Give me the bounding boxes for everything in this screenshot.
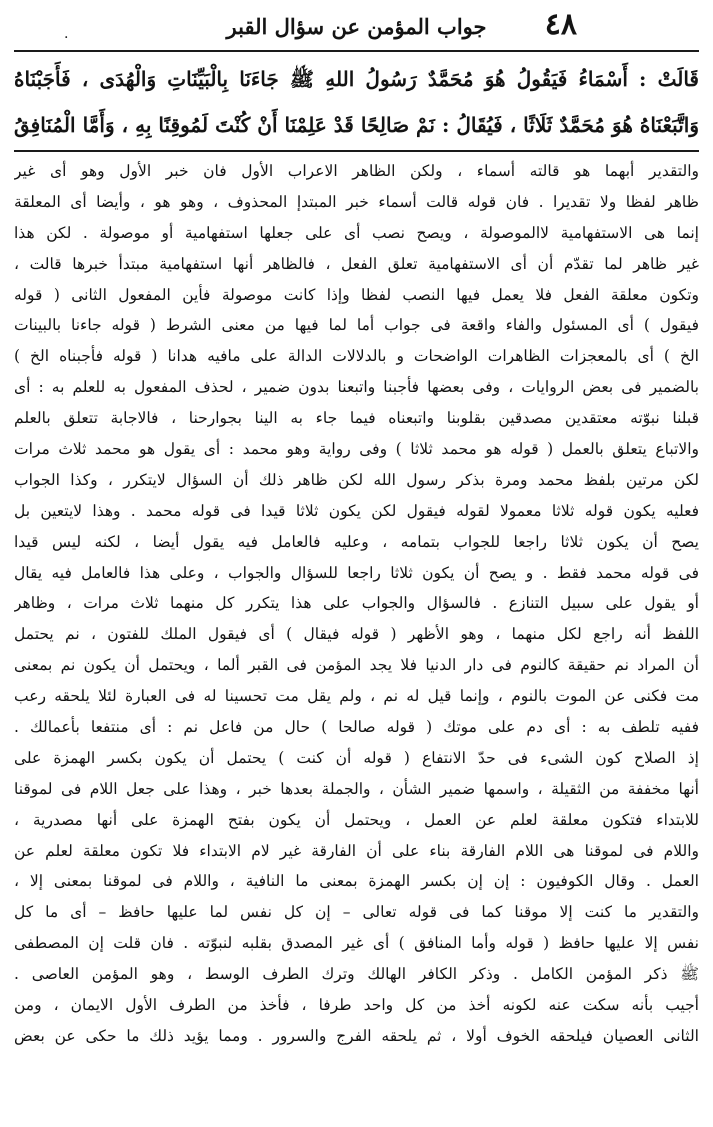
header-mark: . (64, 26, 69, 42)
commentary-text (14, 156, 699, 1116)
commentary-line: ففيه تلطف به : أى دم على موتك ( قوله صالحا ) حال من فاعل نم : أى منتفعا بأعمالك . (14, 718, 699, 737)
commentary-line: الثانى العصيان فيلحقه الخوف أولا ، ثم يلحقه الفرج والسرور . ومما يؤيد ذلك ما حكى عن بعض (14, 1026, 699, 1045)
commentary-line: فيقول ) أى المسئول والفاء واقعة فى جواب أما لما فيها من معنى الشرط ( قوله جاءنا بالبينات (14, 316, 699, 335)
page-header (16, 6, 697, 46)
commentary-line: اللفظ أنه راجع لكل منهما ، وهو الأظهر ( قوله فيقال ) أى فيقول الملك للفتون ، نم يحتمل (14, 625, 699, 644)
commentary-line: وتكون معلقة الفعل فلا يعمل فيها النصب لفظا وإذا كانت موصولة فأين المفعول الثانى ( قوله (14, 285, 699, 304)
page-number: ٤٨ (544, 7, 577, 42)
commentary-line: أن المراد نم حقيقة كالنوم فى دار الدنيا فلا يجد المؤمن فى القبر ألما ، ويحتمل أن يكون نم بمعنى (14, 656, 699, 675)
commentary-line: نفس إلا عليها حافظ ( قوله وأما المنافق ) أى غير المصدق بقلبه لنبوّته . فان قلت إن المصطفى (14, 934, 699, 953)
commentary-line: واللام فى لموقنا هى اللام الفارقة بناء على أن الفارقة غير لام الابتداء فلا تكون معلقة لعلم عن (14, 841, 699, 860)
commentary-line: مت فكنى عن الموت بالنوم ، وإنما قيل له نم ، ولم يقل مت تحسينا له فى العبارة لئلا يلحقه رعب (14, 687, 699, 706)
commentary-line: أنها مخففة من الثقيلة ، واسمها ضمير الشأن ، والجملة بعدها خبر ، وهذا على جعل اللام فى لموقنا (14, 779, 699, 798)
commentary-line: فى قوله محمد فقط . و يصح أن يكون ثلاثا راجعا للسؤال والجواب ، وعلى هذا فالعامل فيه يقال (14, 563, 699, 582)
matn-line: قَالَتْ : أَسْمَاءُ فَيَقُولُ هُوَ مُحَمَّدٌ رَسُولُ اللهِ ﷺ جَاءَنَا بِالْبَيِّنَاتِ وَالْهُدَى ، فَأَجَبْنَاهُ (14, 67, 699, 91)
matn-line: وَاتَّبَعْنَاهُ هُوَ مُحَمَّدٌ ثَلَاثًا ، فَيُقَالُ : نَمْ صَالِحًا قَدْ عَلِمْنَا أَنْ كُنْتَ لَمُوقِنًا بِهِ ، وَأَمَّا الْمُنَافِقُ (14, 113, 699, 137)
running-title: جواب المؤمن عن سؤال القبر (226, 14, 487, 39)
commentary-line: الخ ) أى بالمعجزات الظاهرات الواضحات و بالدلالات الدالة على مافيه هدانا ( قوله فأجبناه الخ ) (14, 347, 699, 366)
commentary-line: يصح أن يكون ثلاثا راجعا للجواب بتمامه ، وعليه فالعامل فيه يقول أيضا ، لكنه ليس قيدا (14, 532, 699, 551)
commentary-line: إنما هى الاستفهامية لاالموصولة ، ويصح نصب أى على جعلها استفهامية أو موصولة . لكن هذا (14, 223, 699, 242)
commentary-line: والتقدير ما كنت إلا موقنا كما فى قوله تعالى – إن كل نفس لما عليها حافظ – أى ما كل (14, 903, 699, 922)
commentary-line: ﷺ ذكر المؤمن الكامل . وذكر الكافر الهالك وترك الطرف الوسط ، وهو المؤمن العاصى . (14, 965, 699, 984)
matn-separator-rule (14, 150, 699, 152)
commentary-line: لكن مرتين بلفظ محمد ومرة بذكر رسول الله لكن ظاهر ذلك أن السؤال لايتكرر ، وكذا الجواب (14, 470, 699, 489)
commentary-line: فعليه يكون قوله ثلاثا معمولا لقوله فيقول لكن يكون ثلاثا قيدا فى قوله محمد . وهذا لايتعين بل (14, 501, 699, 520)
commentary-line: أو يقول على سبيل التنازع . فالسؤال والجواب على هذا يتكرر كل منهما ثلاث مرات ، وظاهر (14, 594, 699, 613)
header-rule (14, 50, 699, 52)
commentary-line: قبلنا نبوّته معتقدين مصدقين بقلوبنا واتبعناه فيما جاء به الينا بجوارحنا ، فالاجابة تتعلق بالعلم (14, 409, 699, 428)
commentary-line: ظاهر لفظا ولا تقديرا . فان قوله قالت أسماء خبر المبتدإ المحذوف ، وهو هو ، وأيضا أى المعلقة (14, 192, 699, 211)
commentary-line: أجيب بأنه سكت عنه لكونه أخذ من كل واحد طرفا ، فأخذ من الطرف الأول الايمان ، ومن (14, 996, 699, 1015)
commentary-line: إذ الصلاح كون الشىء فى حدّ الانتفاع ( قوله أن كنت ) يحتمل أن يكون بكسر الهمزة على (14, 748, 699, 767)
commentary-line: والاتباع يتعلق بالعمل ( قوله هو محمد ثلاثا ) وفى رواية وهو محمد : أى يقول هو محمد ثلاث مرات (14, 440, 699, 459)
commentary-line: والتقدير أبهما هو قالته أسماء ، ولكن الظاهر الاعراب الأول فان خبر الأول وهو أى غير (14, 162, 699, 180)
commentary-line: العمل . وقال الكوفيون : إن إن بكسر الهمزة بمعنى ما النافية ، واللام فى لموقنا بمعنى إلا ، (14, 872, 699, 891)
commentary-line: غير ظاهر لما تقدّم أن أى الاستفهامية تعلق الفعل ، فالظاهر أنها استفهامية مبتدأ خبرها قالت ، (14, 254, 699, 273)
matn-text (14, 56, 699, 148)
commentary-line: للابتداء فتكون معلقة لعلم عن العمل ، ويحتمل أن يكون بفتح الهمزة على أنها مصدرية ، (14, 810, 699, 829)
commentary-line: بالضمير فى بعض الروايات ، وفى بعضها فأجبنا واتبعنا بدون ضمير ، لحذف المفعول به للعلم به : أى (14, 378, 699, 397)
